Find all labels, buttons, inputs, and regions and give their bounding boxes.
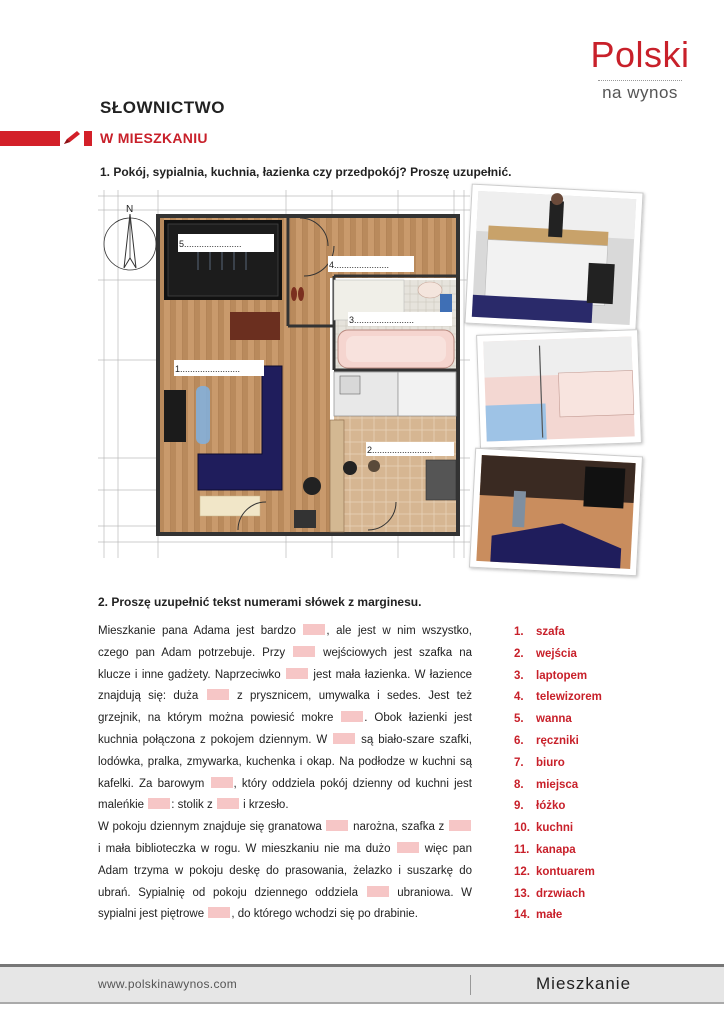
footer-url[interactable]: www.polskinawynos.com [98,977,238,991]
answer-gap[interactable] [449,820,471,831]
passage-text: z prysznicem, umywalka i sedes. Jest też grzejnik, na którym można powiesić mokre [98,690,472,725]
word-bank-item [514,753,654,775]
compass-icon [104,214,156,270]
word-number: 9. [514,800,524,813]
kitchen-photo [464,184,643,333]
exercise-passage [98,621,472,926]
word-number: 6. [514,734,524,747]
logo-brand: Polski [590,34,690,75]
word-bank-item [514,687,654,709]
subsection-title: W MIESZKANIU [100,130,208,146]
word-text: kontuarem [536,865,595,878]
task-2-instruction: 2. Proszę uzupełnić tekst numerami słówek z marginesu. [98,595,422,609]
word-number: 2. [514,647,524,660]
passage-text: , który oddziela pokój dzienny od kuchni jest maleńkie [98,777,472,812]
word-bank-item [514,666,654,688]
passage-text: , do którego wchodzi się po drabinie. [231,908,418,921]
word-text: telewizorem [536,691,602,704]
word-bank-item [514,905,654,927]
answer-gap[interactable] [293,646,315,657]
word-number: 14. [514,909,530,922]
answer-gap[interactable] [217,798,239,809]
section-title: SŁOWNICTWO [100,98,225,117]
floor-plan [98,190,470,558]
word-text: kanapa [536,843,576,856]
answer-gap[interactable] [286,668,308,679]
brand-logo [590,36,690,103]
word-bank-item [514,644,654,666]
word-text: szafa [536,626,565,638]
pencil-icon [60,128,84,148]
word-number: 10. [514,822,530,835]
word-text: małe [536,909,563,922]
word-text: miejsca [536,778,579,791]
answer-gap[interactable] [208,907,230,918]
passage-text: wejściowych jest szafka na klucze i inne gadżety. Naprzeciwko [98,646,472,681]
word-bank-item [514,731,654,753]
answer-gap[interactable] [207,689,229,700]
word-text: łóżko [536,800,566,813]
word-number: 8. [514,778,524,791]
task-1-instruction: 1. Pokój, sypialnia, kuchnia, łazienka czy przedpokój? Proszę uzupełnić. [100,165,512,179]
passage-text: jest mała łazienka. W łazience znajdują się: duża [98,668,472,703]
word-bank-item [514,622,654,644]
plan-label-5: 5....................... [179,239,242,249]
answer-gap[interactable] [333,733,355,744]
living-room-photo [469,448,643,577]
passage-text: więc pan Adam trzyma w pokoju deskę do prasowania, żelazko i suszarkę do ubrań. Sypialnię od pokoju dziennego oddziela [98,842,472,899]
passage-text: i krzesło. [239,799,289,812]
compass-label: N [126,204,134,215]
answer-gap[interactable] [341,711,363,722]
word-text: ręczniki [536,734,579,747]
answer-gap[interactable] [211,777,233,788]
word-text: drzwiach [536,887,586,900]
word-bank-item [514,796,654,818]
plan-label-3: 3........................ [349,315,415,325]
logo-tagline: na wynos [602,83,678,102]
word-text: wejścia [536,647,577,660]
word-number: 5. [514,713,524,726]
word-number: 7. [514,756,524,769]
word-bank-item [514,840,654,862]
answer-gap[interactable] [367,886,389,897]
word-bank-item [514,775,654,797]
word-text: wanna [536,713,572,726]
plan-label-2: 2........................ [367,445,433,455]
footer-title-text: Mieszkanie [536,974,632,993]
passage-text: ubraniowa. W sypialni jest piętrowe [98,886,472,921]
word-number: 4. [514,691,524,704]
word-bank-item [514,884,654,906]
word-text: biuro [536,756,565,769]
footer-separator [470,975,471,995]
bathroom-photo [476,329,642,449]
passage-text: : stolik z [171,799,216,812]
plan-label-1: 1........................ [175,364,241,374]
passage-text: są biało-szare szafki, lodówka, pralka, zmywarka, kuchenka i okap. Na podłodze w kuchni są kafelki. Za barowym [98,733,472,790]
answer-gap[interactable] [326,820,348,831]
word-bank-item [514,818,654,840]
footer-title [536,974,631,994]
word-number: 12. [514,865,530,878]
passage-text: Mieszkanie pana Adama jest bardzo [98,625,303,637]
passage-text: . Obok łazienki jest kuchnia połączona z pokojem dziennym. W [98,712,473,746]
logo-divider [598,80,682,81]
footer-bottom-rule [0,1002,724,1004]
word-text: laptopem [536,669,588,682]
word-number: 11. [514,843,530,856]
word-text: kuchni [536,822,574,835]
plan-label-4: 4...................... [329,260,390,270]
word-number: 13. [514,887,530,900]
answer-gap[interactable] [397,842,419,853]
word-bank [514,622,654,927]
word-bank-item [514,709,654,731]
passage-text: narożna, szafka z [349,821,448,834]
passage-text: i mała biblioteczka w rogu. W mieszkaniu nie ma dużo [98,842,396,855]
passage-text: W pokoju dziennym znajduje się granatowa [98,821,326,834]
answer-gap[interactable] [148,798,170,809]
passage-text: , ale jest w nim wszystko, czego pan Adam potrzebuje. Przy [98,625,472,659]
word-bank-item [514,862,654,884]
word-number: 1. [514,626,524,638]
answer-gap[interactable] [303,624,325,635]
word-number: 3. [514,669,524,682]
